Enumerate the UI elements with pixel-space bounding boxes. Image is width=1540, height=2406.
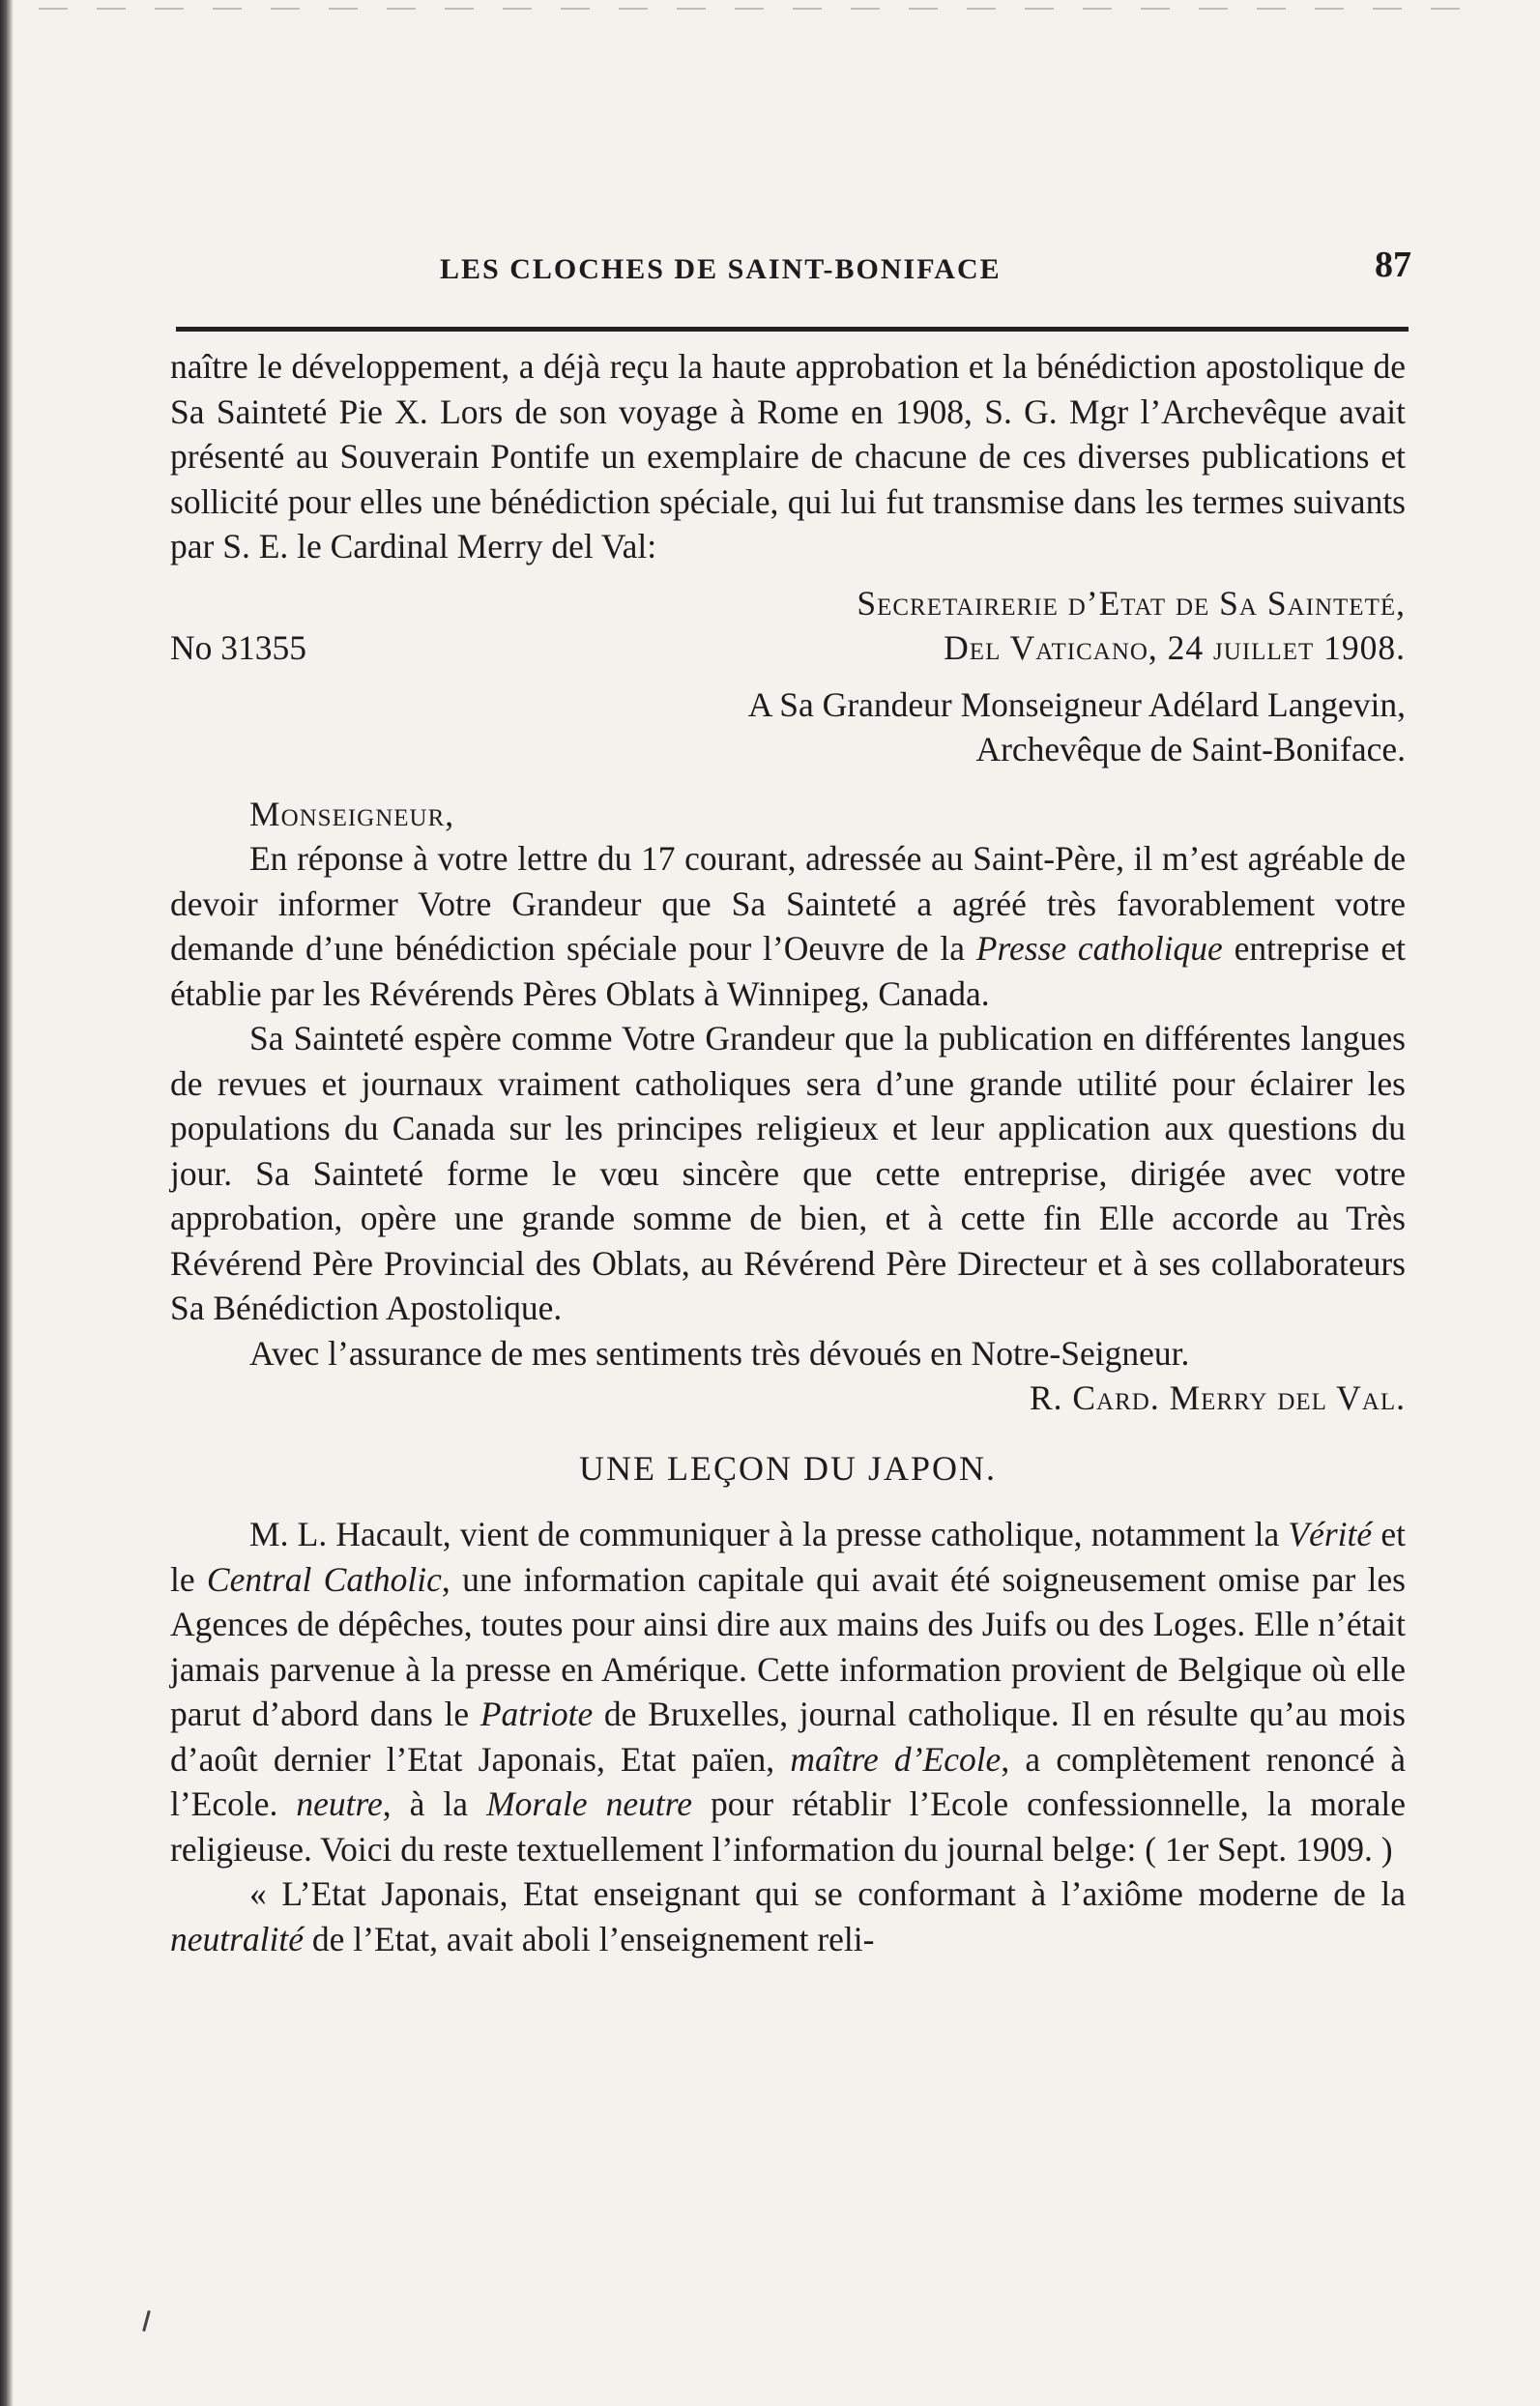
- running-title: LES CLOCHES DE SAINT-BONIFACE: [440, 253, 1002, 285]
- letter-p1-italic: Presse catholique: [975, 929, 1223, 968]
- letter-p1-text-b: entreprise et établie par les Révérends Pères Oblats à Winnipeg, Canada.: [170, 929, 1406, 1013]
- page-edge-shadow: [0, 0, 14, 2406]
- letter-salutation: Monseigneur,: [249, 794, 455, 833]
- letter-paragraph-3: Avec l’assurance de mes sentiments très dévoués en Notre-Seigneur.: [249, 1333, 1190, 1373]
- section-p2-italic: neutralité: [170, 1919, 305, 1958]
- section-title: UNE LEÇON DU JAPON.: [579, 1448, 997, 1488]
- letter-paragraph-2: Sa Sainteté espère comme Votre Grandeur que la publication en différentes langues de revues et journaux vraiment catholiques sera d’une grande utilité pour éclairer les populations du Canada sur les principes religieux et leur application aux questions du jour. Sa Sainteté forme le vœu sincère que cette entreprise, dirigée avec votre approbation, opère une grande somme de bien, et à cette fin Elle accorde au Très Révérend Père Provincial des Oblats, au Révérend Père Directeur et à ses collaborateurs Sa Bénédiction Apostolique.: [170, 1019, 1406, 1327]
- header-rule: [176, 327, 1409, 332]
- scan-artifact: [39, 8, 1489, 10]
- section-p1-text-1: M. L. Hacault, vient de communiquer à la presse catholique, notamment la: [249, 1515, 1289, 1553]
- section-p1-italic-2: Central Catholic: [206, 1559, 442, 1599]
- section-p2-text-1: « L’Etat Japonais, Etat enseignant qui se conformant à l’axiôme moderne de la: [249, 1874, 1406, 1913]
- section-p1-italic-1: Vérité: [1288, 1515, 1373, 1553]
- scan-artifact-mark: [142, 2310, 151, 2332]
- page-number: 87: [1375, 245, 1411, 285]
- section-p2-text-2: de l’Etat, avait aboli l’enseignement reli-: [304, 1919, 875, 1958]
- section-p1-italic-5: neutre: [296, 1784, 383, 1823]
- page-header: [174, 244, 1411, 302]
- letter-paragraph-1: [170, 836, 1406, 1016]
- page-body: [170, 344, 1406, 1961]
- section-p1-italic-4: maître d’Ecole: [790, 1739, 1002, 1779]
- letter-signature: R. Card. Merry del Val.: [1029, 1378, 1406, 1417]
- section-p1-text-6: , à la: [382, 1784, 487, 1823]
- section-p1-text-2: et le: [170, 1515, 1406, 1599]
- section-p1-text-7: pour rétablir l’Ecole confessionnelle, la morale religieuse. Voici du reste textuellement l’information du journal belge: ( 1er Sept. 1909. ): [170, 1784, 1406, 1869]
- letter-addressee-line2: Archevêque de Saint-Boniface.: [975, 730, 1406, 768]
- letter-office: Secretairerie d’Etat de Sa Sainteté,: [857, 583, 1406, 623]
- letter-reference-number: No 31355: [170, 628, 307, 667]
- section-p1-text-4: de Bruxelles, journal catholique. Il en résulte qu’au mois d’août dernier l’Etat Japonais, Etat païen,: [170, 1695, 1406, 1779]
- letter-addressee-line1: A Sa Grandeur Monseigneur Adélard Langevin,: [747, 684, 1406, 724]
- section-p1-text-5: , a complètement renoncé à l’Ecole.: [170, 1739, 1406, 1823]
- section-p1-text-3: , une information capitale qui avait été soigneusement omise par les Agences de dépêches, toutes pour ainsi dire aux mains des Juifs ou des Loges. Elle n’était jamais parvenue à la presse en Amérique. Cette information provient de Belgique où elle parut d’abord dans le: [170, 1559, 1406, 1733]
- section-p1-italic-3: Patriote: [479, 1695, 594, 1733]
- letter-reference-row: [170, 625, 1406, 671]
- intro-paragraph: naître le développement, a déjà reçu la haute approbation et la bénédiction apostolique de Sa Sainteté Pie X. Lors de son voyage à Rome en 1908, S. G. Mgr l’Archevêque avait présenté au Souverain Pontife un exemplaire de chacune de ces diverses publications et sollicité pour elles une bénédiction spéciale, qui lui fut transmise dans les termes suivants par S. E. le Cardinal Merry del Val:: [170, 347, 1406, 565]
- section-p1-italic-6: Morale neutre: [486, 1784, 692, 1823]
- section-paragraph-2: [170, 1871, 1406, 1961]
- letter-place-date: Del Vaticano, 24 juillet 1908.: [944, 628, 1406, 667]
- section-paragraph-1: [170, 1512, 1406, 1871]
- letter-p1-text-a: En réponse à votre lettre du 17 courant, adressée au Saint-Père, il m’est agréable de devoir informer Votre Grandeur que Sa Sainteté a agréé très favorablement votre demande d’une bénédiction spéciale pour l’Oeuvre de la: [170, 839, 1406, 968]
